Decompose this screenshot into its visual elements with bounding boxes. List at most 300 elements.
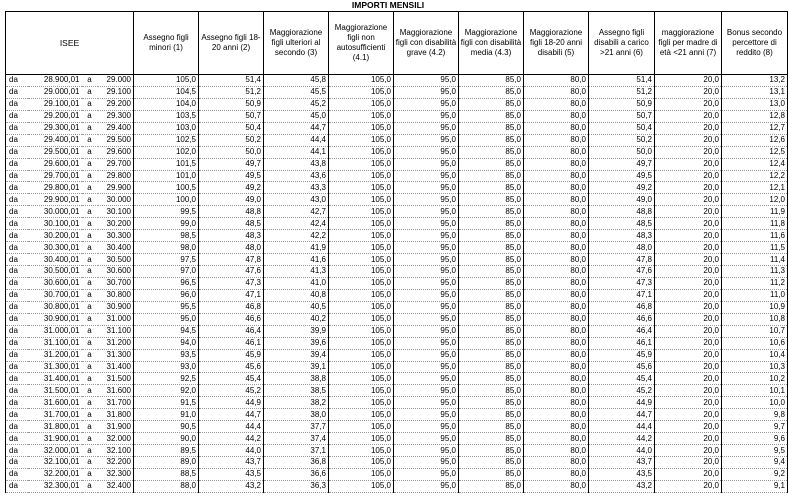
range-to-label: a [82,301,98,313]
value-cell: 47,8 [589,254,655,266]
value-cell: 80,0 [524,158,589,170]
range-to-value: 32.300 [98,468,134,480]
value-cell: 104,5 [134,86,199,98]
value-cell: 95,0 [394,170,459,182]
table-row [6,457,788,469]
value-cell: 105,0 [329,242,394,254]
range-to-label: a [82,313,98,325]
value-cell: 40,8 [264,289,329,301]
range-to-value: 32.000 [98,433,134,445]
value-cell: 105,0 [329,361,394,373]
value-cell: 20,0 [655,158,722,170]
range-to-label: a [82,158,98,170]
value-cell: 102,0 [134,146,199,158]
value-cell: 85,0 [459,230,524,242]
value-cell: 45,6 [199,361,264,373]
value-cell: 20,0 [655,325,722,337]
range-from-value: 30.200,01 [28,230,82,242]
value-cell: 44,7 [589,409,655,421]
value-cell: 50,7 [199,110,264,122]
range-from-label: da [6,218,28,230]
value-cell: 105,0 [329,457,394,469]
value-cell: 10,3 [722,361,788,373]
value-cell: 105,0 [329,170,394,182]
range-from-value: 31.400,01 [28,373,82,385]
value-cell: 39,4 [264,349,329,361]
value-cell: 85,0 [459,170,524,182]
range-from-value: 28.900,01 [28,75,82,87]
range-to-value: 31.500 [98,373,134,385]
range-from-label: da [6,301,28,313]
value-cell: 37,7 [264,421,329,433]
value-cell: 105,0 [329,230,394,242]
range-from-value: 29.500,01 [28,146,82,158]
value-cell: 10,6 [722,337,788,349]
value-cell: 80,0 [524,385,589,397]
range-to-label: a [82,206,98,218]
range-from-label: da [6,254,28,266]
value-cell: 20,0 [655,218,722,230]
value-cell: 20,0 [655,206,722,218]
value-cell: 101,5 [134,158,199,170]
value-cell: 95,0 [394,242,459,254]
value-cell: 12,7 [722,122,788,134]
value-cell: 85,0 [459,468,524,480]
value-cell: 20,0 [655,277,722,289]
range-to-value: 30.600 [98,266,134,278]
range-from-label: da [6,266,28,278]
value-cell: 11,2 [722,277,788,289]
value-cell: 95,0 [394,397,459,409]
range-from-label: da [6,480,28,492]
table-row [6,122,788,134]
value-cell: 95,0 [394,86,459,98]
value-cell: 20,0 [655,421,722,433]
range-from-label: da [6,421,28,433]
value-cell: 10,9 [722,301,788,313]
value-cell: 96,0 [134,289,199,301]
value-cell: 47,1 [589,289,655,301]
value-cell: 105,0 [329,301,394,313]
range-to-value: 29.700 [98,158,134,170]
table-row [6,421,788,433]
table-row [6,325,788,337]
value-cell: 105,0 [329,349,394,361]
value-cell: 95,0 [394,301,459,313]
value-cell: 80,0 [524,457,589,469]
table-row [6,254,788,266]
range-to-value: 29.200 [98,98,134,110]
value-cell: 90,0 [134,433,199,445]
range-to-value: 31.900 [98,421,134,433]
value-cell: 20,0 [655,480,722,492]
value-cell: 85,0 [459,277,524,289]
range-to-label: a [82,468,98,480]
value-cell: 36,3 [264,480,329,492]
range-to-label: a [82,445,98,457]
range-to-label: a [82,110,98,122]
value-cell: 105,0 [329,86,394,98]
value-cell: 48,8 [199,206,264,218]
value-cell: 20,0 [655,266,722,278]
value-cell: 45,2 [589,385,655,397]
range-to-label: a [82,480,98,492]
value-cell: 95,0 [394,254,459,266]
value-cell: 85,0 [459,397,524,409]
value-cell: 48,0 [199,242,264,254]
range-to-label: a [82,385,98,397]
value-cell: 85,0 [459,433,524,445]
value-cell: 95,0 [394,445,459,457]
value-cell: 45,9 [589,349,655,361]
table-row [6,373,788,385]
range-to-label: a [82,146,98,158]
value-cell: 38,0 [264,409,329,421]
range-to-label: a [82,277,98,289]
value-cell: 85,0 [459,373,524,385]
value-cell: 95,0 [394,313,459,325]
value-cell: 20,0 [655,194,722,206]
value-cell: 98,5 [134,230,199,242]
value-cell: 11,5 [722,242,788,254]
value-cell: 48,5 [199,218,264,230]
value-cell: 80,0 [524,75,589,87]
header-assegno-disabili-21: Assegno figli disabili a carico >21 anni (6) [589,12,655,75]
value-cell: 98,0 [134,242,199,254]
range-from-value: 30.500,01 [28,266,82,278]
value-cell: 42,4 [264,218,329,230]
value-cell: 43,8 [264,158,329,170]
range-from-value: 32.200,01 [28,468,82,480]
value-cell: 47,3 [589,277,655,289]
range-from-value: 31.600,01 [28,397,82,409]
range-from-value: 29.900,01 [28,194,82,206]
range-to-value: 29.900 [98,182,134,194]
value-cell: 85,0 [459,325,524,337]
header-magg-disabilita-grave: Maggiorazione figli con disabilità grave (4.2) [394,12,459,75]
value-cell: 20,0 [655,98,722,110]
table-row [6,289,788,301]
value-cell: 105,0 [134,75,199,87]
value-cell: 80,0 [524,110,589,122]
value-cell: 43,2 [199,480,264,492]
range-to-label: a [82,289,98,301]
range-from-value: 29.300,01 [28,122,82,134]
range-to-value: 32.100 [98,445,134,457]
value-cell: 39,6 [264,337,329,349]
range-from-value: 29.400,01 [28,134,82,146]
value-cell: 80,0 [524,194,589,206]
range-from-value: 31.800,01 [28,421,82,433]
range-from-label: da [6,86,28,98]
value-cell: 80,0 [524,480,589,492]
table-row [6,170,788,182]
value-cell: 45,9 [199,349,264,361]
value-cell: 80,0 [524,433,589,445]
value-cell: 10,4 [722,349,788,361]
value-cell: 105,0 [329,266,394,278]
value-cell: 11,8 [722,218,788,230]
value-cell: 80,0 [524,421,589,433]
range-from-value: 31.900,01 [28,433,82,445]
range-from-label: da [6,146,28,158]
value-cell: 95,0 [394,218,459,230]
value-cell: 42,2 [264,230,329,242]
value-cell: 44,0 [589,445,655,457]
value-cell: 91,0 [134,409,199,421]
value-cell: 89,5 [134,445,199,457]
value-cell: 105,0 [329,206,394,218]
value-cell: 46,1 [199,337,264,349]
value-cell: 48,3 [589,230,655,242]
value-cell: 47,6 [199,266,264,278]
value-cell: 38,8 [264,373,329,385]
value-cell: 46,8 [589,301,655,313]
value-cell: 85,0 [459,158,524,170]
value-cell: 11,0 [722,289,788,301]
range-from-label: da [6,277,28,289]
range-to-label: a [82,170,98,182]
range-from-value: 29.800,01 [28,182,82,194]
value-cell: 44,4 [264,134,329,146]
value-cell: 49,2 [589,182,655,194]
range-to-label: a [82,337,98,349]
header-isee: ISEE [6,12,134,75]
range-from-label: da [6,361,28,373]
value-cell: 105,0 [329,409,394,421]
value-cell: 43,3 [264,182,329,194]
table-row [6,361,788,373]
value-cell: 94,0 [134,337,199,349]
value-cell: 48,8 [589,206,655,218]
value-cell: 95,0 [394,480,459,492]
value-cell: 46,8 [199,301,264,313]
range-from-value: 31.200,01 [28,349,82,361]
value-cell: 85,0 [459,218,524,230]
value-cell: 105,0 [329,134,394,146]
range-from-value: 30.400,01 [28,254,82,266]
table-row [6,266,788,278]
range-from-label: da [6,385,28,397]
value-cell: 9,7 [722,421,788,433]
range-from-label: da [6,468,28,480]
value-cell: 9,4 [722,457,788,469]
table-row [6,480,788,492]
value-cell: 80,0 [524,289,589,301]
table-row [6,385,788,397]
value-cell: 20,0 [655,349,722,361]
value-cell: 39,1 [264,361,329,373]
value-cell: 97,0 [134,266,199,278]
value-cell: 90,5 [134,421,199,433]
value-cell: 95,0 [394,349,459,361]
value-cell: 105,0 [329,277,394,289]
value-cell: 41,6 [264,254,329,266]
value-cell: 99,0 [134,218,199,230]
value-cell: 80,0 [524,325,589,337]
value-cell: 95,0 [394,373,459,385]
value-cell: 49,5 [589,170,655,182]
table-body [6,75,788,493]
value-cell: 9,6 [722,433,788,445]
table-row [6,301,788,313]
range-to-value: 29.800 [98,170,134,182]
value-cell: 85,0 [459,75,524,87]
range-to-value: 30.700 [98,277,134,289]
value-cell: 10,0 [722,397,788,409]
range-from-label: da [6,409,28,421]
value-cell: 43,7 [199,457,264,469]
value-cell: 45,8 [264,75,329,87]
range-from-value: 30.700,01 [28,289,82,301]
value-cell: 92,0 [134,385,199,397]
table-row [6,230,788,242]
range-to-label: a [82,182,98,194]
value-cell: 20,0 [655,170,722,182]
value-cell: 95,0 [394,110,459,122]
range-to-label: a [82,230,98,242]
range-from-value: 29.700,01 [28,170,82,182]
value-cell: 92,5 [134,373,199,385]
value-cell: 95,0 [394,158,459,170]
value-cell: 13,1 [722,86,788,98]
range-to-label: a [82,218,98,230]
table-row [6,433,788,445]
value-cell: 36,6 [264,468,329,480]
range-to-value: 29.600 [98,146,134,158]
value-cell: 96,5 [134,277,199,289]
value-cell: 99,5 [134,206,199,218]
value-cell: 80,0 [524,361,589,373]
range-to-value: 31.800 [98,409,134,421]
range-to-value: 30.100 [98,206,134,218]
range-from-label: da [6,457,28,469]
value-cell: 47,3 [199,277,264,289]
value-cell: 105,0 [329,218,394,230]
value-cell: 50,7 [589,110,655,122]
value-cell: 105,0 [329,385,394,397]
value-cell: 11,6 [722,230,788,242]
header-bonus-secondo-percettore: Bonus secondo percettore di reddito (8) [722,12,788,75]
value-cell: 95,0 [394,289,459,301]
range-to-label: a [82,98,98,110]
value-cell: 85,0 [459,242,524,254]
header-magg-disabilita-media: Maggiorazione figli con disabilità media (4.3) [459,12,524,75]
value-cell: 49,7 [589,158,655,170]
value-cell: 80,0 [524,349,589,361]
range-from-label: da [6,325,28,337]
range-from-value: 32.300,01 [28,480,82,492]
value-cell: 20,0 [655,457,722,469]
value-cell: 88,0 [134,480,199,492]
range-to-value: 30.000 [98,194,134,206]
value-cell: 104,0 [134,98,199,110]
header-magg-18-20-disabili: Maggiorazione figli 18-20 anni disabili (5) [524,12,589,75]
value-cell: 44,7 [199,409,264,421]
table-row [6,86,788,98]
value-cell: 101,0 [134,170,199,182]
range-to-label: a [82,421,98,433]
table-row [6,218,788,230]
value-cell: 80,0 [524,301,589,313]
value-cell: 48,5 [589,218,655,230]
value-cell: 47,6 [589,266,655,278]
range-from-value: 30.600,01 [28,277,82,289]
value-cell: 48,0 [589,242,655,254]
range-from-label: da [6,170,28,182]
value-cell: 10,1 [722,385,788,397]
value-cell: 95,0 [394,182,459,194]
range-from-value: 29.600,01 [28,158,82,170]
value-cell: 51,2 [199,86,264,98]
range-from-label: da [6,445,28,457]
range-to-value: 32.200 [98,457,134,469]
range-to-value: 31.100 [98,325,134,337]
value-cell: 20,0 [655,86,722,98]
value-cell: 95,0 [394,433,459,445]
value-cell: 105,0 [329,480,394,492]
value-cell: 37,4 [264,433,329,445]
value-cell: 85,0 [459,266,524,278]
value-cell: 80,0 [524,397,589,409]
range-to-value: 30.300 [98,230,134,242]
value-cell: 45,4 [589,373,655,385]
value-cell: 36,8 [264,457,329,469]
table-row [6,445,788,457]
value-cell: 20,0 [655,289,722,301]
value-cell: 50,4 [589,122,655,134]
table-row [6,182,788,194]
range-from-label: da [6,75,28,87]
value-cell: 20,0 [655,301,722,313]
range-from-value: 31.000,01 [28,325,82,337]
value-cell: 45,0 [264,110,329,122]
range-from-label: da [6,349,28,361]
value-cell: 46,4 [199,325,264,337]
value-cell: 20,0 [655,313,722,325]
value-cell: 85,0 [459,301,524,313]
value-cell: 103,0 [134,122,199,134]
value-cell: 80,0 [524,277,589,289]
value-cell: 95,0 [394,75,459,87]
range-from-value: 31.100,01 [28,337,82,349]
value-cell: 45,2 [199,385,264,397]
value-cell: 100,0 [134,194,199,206]
range-to-value: 30.900 [98,301,134,313]
range-to-value: 32.400 [98,480,134,492]
table-header [6,12,788,75]
value-cell: 9,5 [722,445,788,457]
value-cell: 44,4 [199,421,264,433]
range-from-label: da [6,158,28,170]
value-cell: 80,0 [524,337,589,349]
range-from-value: 29.000,01 [28,86,82,98]
value-cell: 85,0 [459,86,524,98]
value-cell: 51,2 [589,86,655,98]
value-cell: 80,0 [524,134,589,146]
range-from-value: 29.100,01 [28,98,82,110]
value-cell: 105,0 [329,421,394,433]
value-cell: 85,0 [459,385,524,397]
range-from-value: 30.800,01 [28,301,82,313]
value-cell: 105,0 [329,254,394,266]
range-from-label: da [6,98,28,110]
header-assegno-figli-18-20: Assegno figli 18-20 anni (2) [199,12,264,75]
value-cell: 85,0 [459,421,524,433]
value-cell: 80,0 [524,122,589,134]
range-from-label: da [6,313,28,325]
value-cell: 80,0 [524,98,589,110]
